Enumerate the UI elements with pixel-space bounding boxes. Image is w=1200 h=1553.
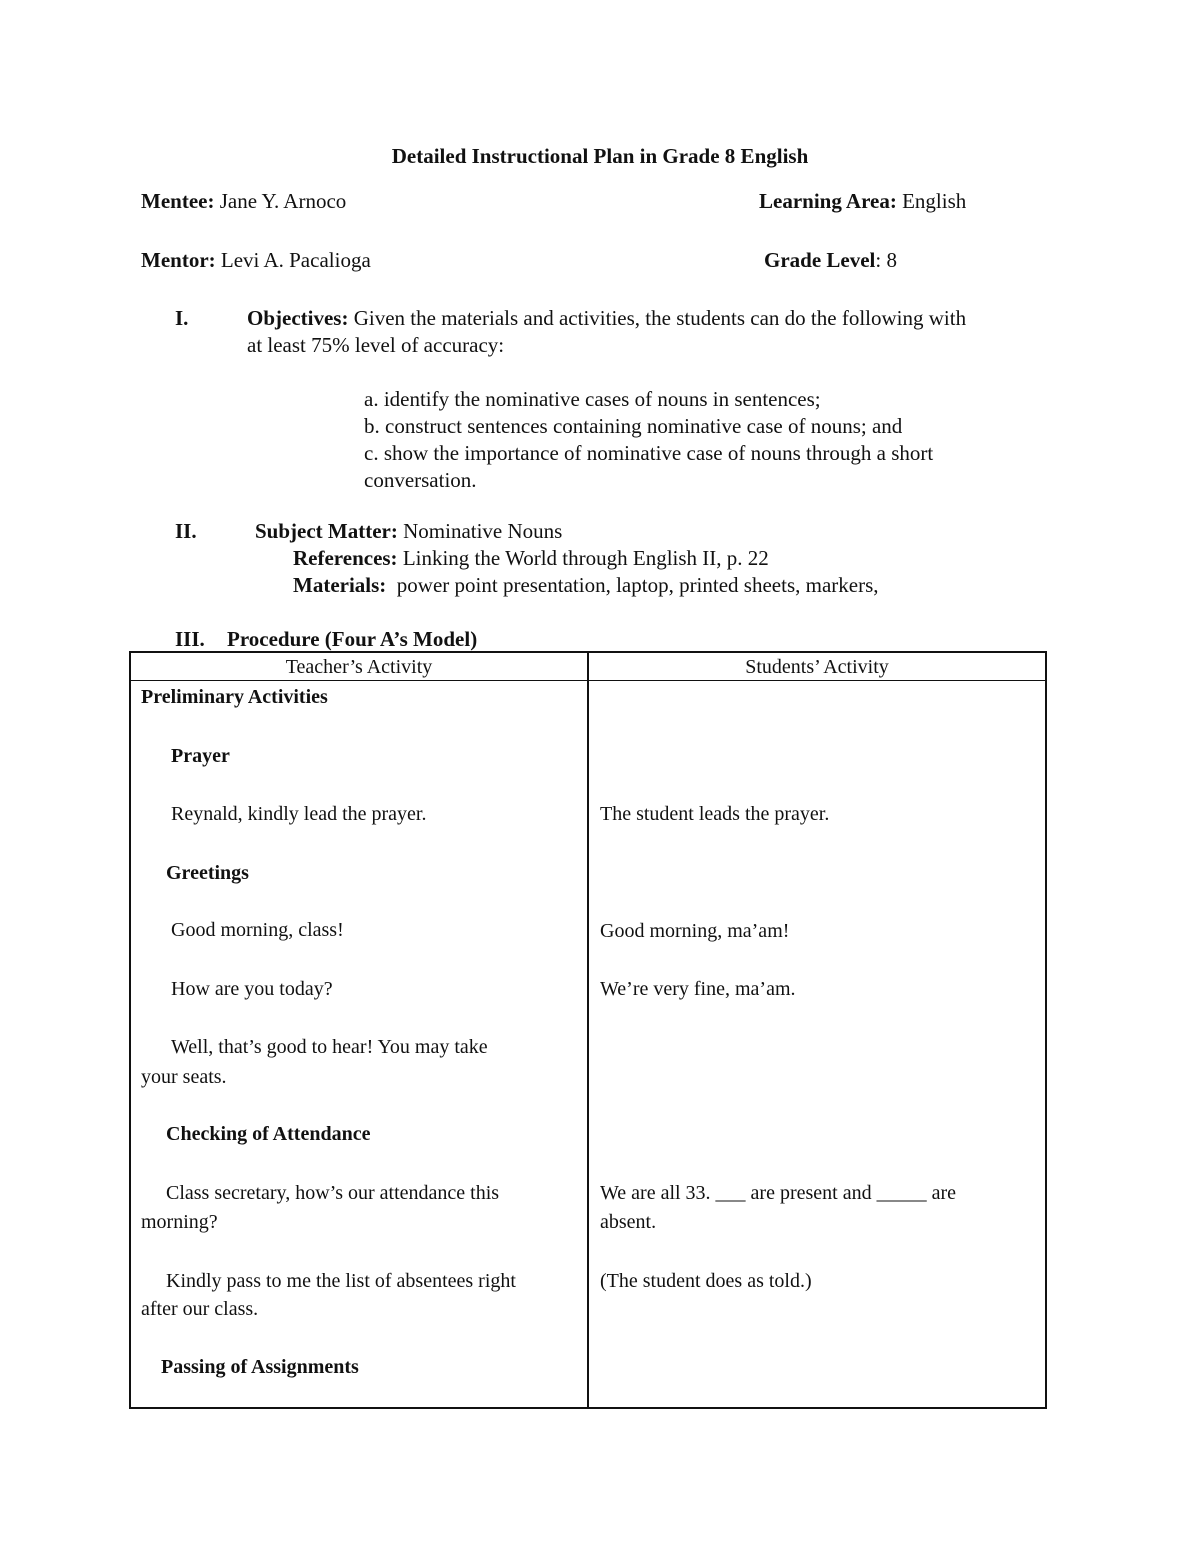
attendance-teacher-2-line2: after our class.: [141, 1298, 259, 1320]
greeting-teacher-1: Good morning, class!: [171, 919, 344, 941]
greetings-heading: Greetings: [166, 862, 249, 884]
mentor-row: [141, 248, 371, 273]
students-activity-header: Students’ Activity: [745, 656, 889, 678]
objective-item-b: b. construct sentences containing nominative case of nouns; and: [364, 414, 903, 438]
mentee-label: Mentee:: [141, 189, 215, 213]
materials-row: [293, 573, 879, 598]
learning-area-value: English: [902, 189, 967, 213]
subject-matter-row: [255, 519, 562, 544]
attendance-teacher-1-line2: morning?: [141, 1211, 218, 1233]
materials-value: power point presentation, laptop, printed sheets, markers,: [396, 573, 879, 597]
learning-area-row: [759, 189, 966, 214]
section1-numeral: I.: [175, 306, 189, 330]
subject-matter-label: Subject Matter:: [255, 519, 398, 543]
objective-item-a: a. identify the nominative cases of nouns in sentences;: [364, 387, 821, 411]
section2-numeral: II.: [175, 519, 197, 543]
mentee-row: [141, 189, 346, 214]
learning-area-label: Learning Area:: [759, 189, 897, 213]
objective-item-c-cont: conversation.: [364, 468, 477, 492]
objectives-text-2: at least 75% level of accuracy:: [247, 333, 505, 357]
materials-label: Materials:: [293, 573, 387, 597]
section3-numeral: III.: [175, 627, 205, 651]
greeting-teacher-2: How are you today?: [171, 978, 333, 1000]
mentee-value: Jane Y. Arnoco: [219, 189, 347, 213]
attendance-student-1-line2: absent.: [600, 1211, 657, 1233]
prayer-student-text: The student leads the prayer.: [600, 803, 830, 825]
procedure-table: [129, 651, 1047, 1409]
teacher-activity-header: Teacher’s Activity: [285, 656, 433, 678]
passing-assignments-heading: Passing of Assignments: [161, 1356, 359, 1378]
grade-level-row: [764, 248, 897, 273]
greeting-teacher-3-line2: your seats.: [141, 1066, 227, 1088]
mentor-label: Mentor:: [141, 248, 216, 272]
document-title: Detailed Instructional Plan in Grade 8 English: [391, 144, 809, 168]
attendance-student-1-line1: We are all 33. ___ are present and _____ are: [600, 1182, 957, 1204]
objectives-label: Objectives:: [247, 306, 349, 330]
column-divider: [587, 653, 589, 1407]
grade-level-label: Grade Level: [764, 248, 876, 272]
mentor-value: Levi A. Pacalioga: [220, 248, 371, 272]
objectives-line1: [247, 306, 966, 331]
procedure-heading: Procedure (Four A’s Model): [227, 627, 478, 651]
prayer-heading: Prayer: [171, 745, 230, 767]
references-value: Linking the World through English II, p. 22: [402, 546, 769, 570]
greeting-student-2: We’re very fine, ma’am.: [600, 978, 796, 1000]
prayer-teacher-text: Reynald, kindly lead the prayer.: [171, 803, 427, 825]
objectives-text-1: Given the materials and activities, the students can do the following with: [353, 306, 967, 330]
attendance-teacher-1-line1: Class secretary, how’s our attendance this: [166, 1182, 500, 1204]
preliminary-activities-heading: Preliminary Activities: [141, 686, 328, 708]
attendance-teacher-2-line1: Kindly pass to me the list of absentees right: [166, 1270, 516, 1292]
attendance-student-2: (The student does as told.): [600, 1270, 812, 1292]
greeting-teacher-3-line1: Well, that’s good to hear! You may take: [171, 1036, 488, 1058]
greeting-student-1: Good morning, ma’am!: [600, 920, 790, 942]
header-divider: [131, 680, 1045, 681]
grade-level-value: : 8: [875, 248, 897, 272]
attendance-heading: Checking of Attendance: [166, 1123, 371, 1145]
subject-matter-value: Nominative Nouns: [403, 519, 563, 543]
references-row: [293, 546, 769, 571]
objective-item-c: c. show the importance of nominative case of nouns through a short: [364, 441, 934, 465]
references-label: References:: [293, 546, 398, 570]
